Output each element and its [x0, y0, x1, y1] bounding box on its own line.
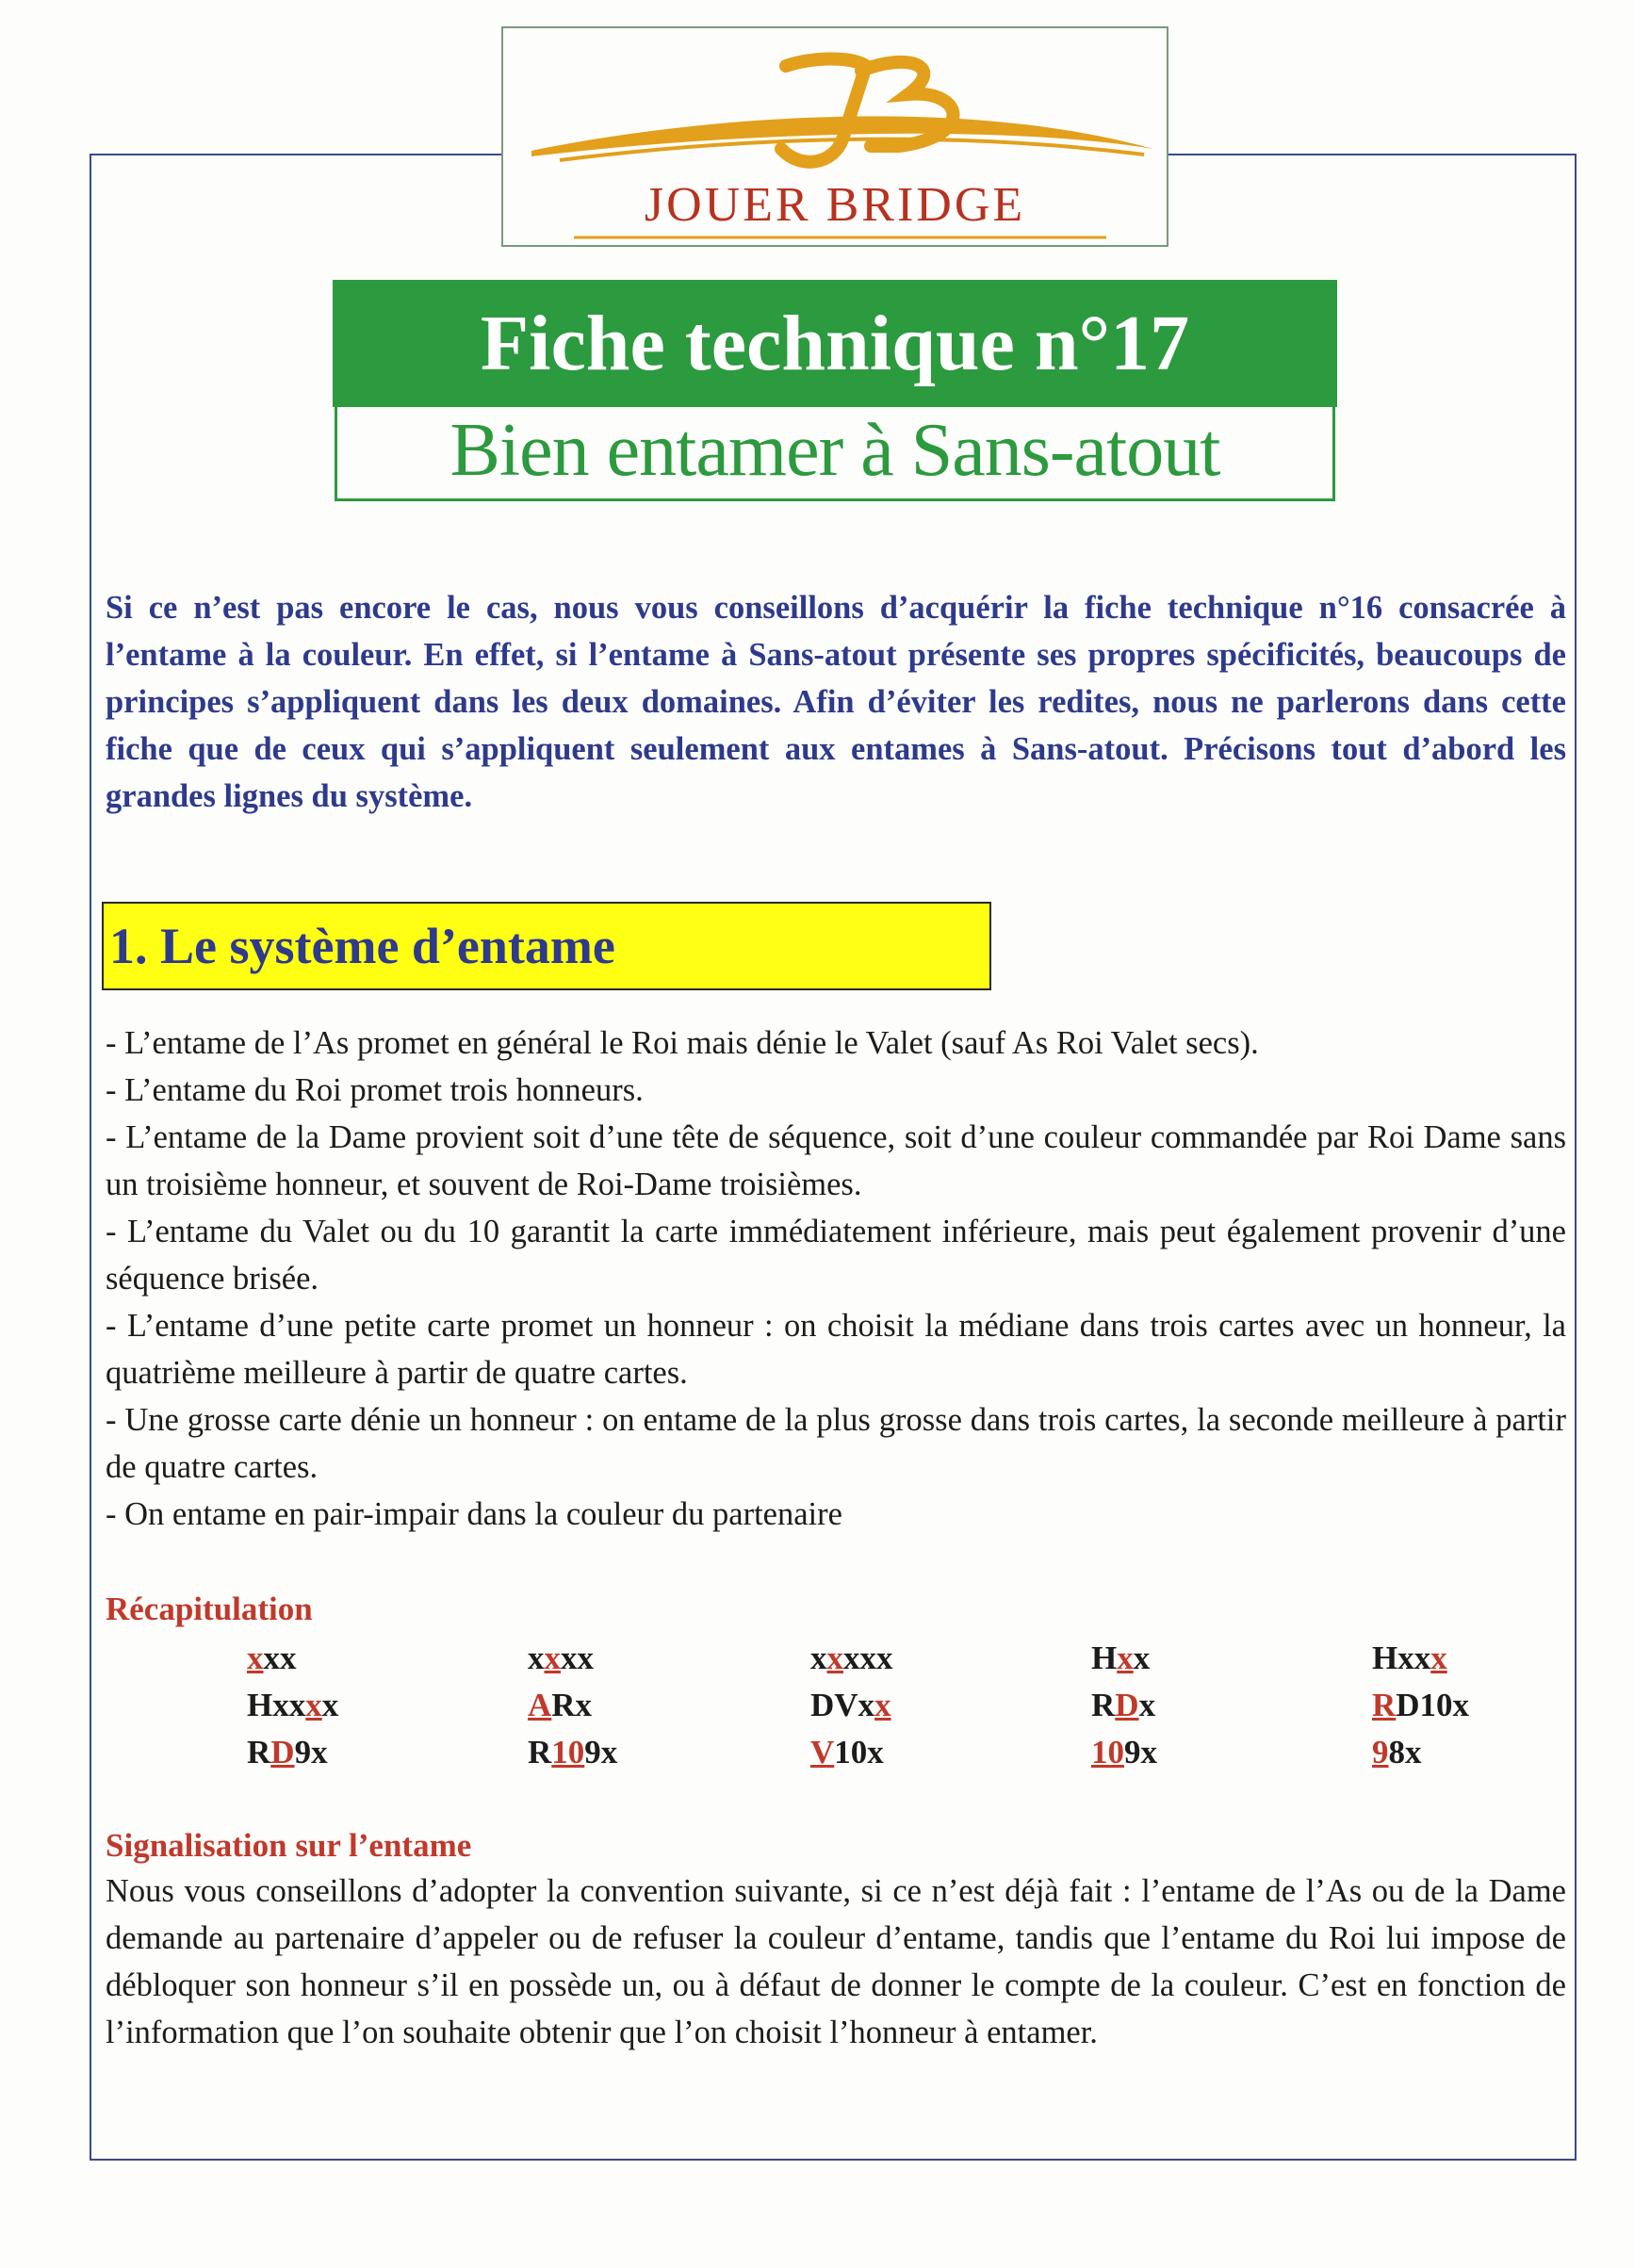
rule-item: - L’entame du Valet ou du 10 garantit la carte immédiatement inférieure, mais peut également provenir d’une séquence brisée.: [106, 1214, 1566, 1297]
recap-hand: DVxx: [810, 1687, 891, 1723]
logo-text: JOUER BRIDGE: [644, 178, 1026, 232]
recap-lead-card: x: [544, 1640, 561, 1676]
recap-hand: 109x: [1091, 1734, 1157, 1770]
page-subtitle: Bien entamer à Sans-atout: [335, 407, 1335, 501]
recap-lead-card: x: [874, 1687, 891, 1723]
recap-lead-card: R: [1372, 1687, 1397, 1723]
recap-lead-card: x: [1117, 1640, 1134, 1676]
recap-hand: V10x: [810, 1734, 884, 1770]
recap-lead-card: A: [528, 1687, 552, 1723]
recap-hand: 98x: [1372, 1734, 1422, 1770]
recap-hand: RDx: [1091, 1687, 1156, 1723]
rule-item: - Une grosse carte dénie un honneur : on entame de la plus grosse dans trois cartes, la seconde meilleure à partir de quatre cartes.: [106, 1402, 1566, 1485]
recap-hand: xxxx: [528, 1640, 594, 1676]
rule-item: - L’entame de l’As promet en général le Roi mais dénie le Valet (sauf As Roi Valet secs).: [106, 1025, 1259, 1061]
signal-heading: Signalisation sur l’entame: [106, 1827, 472, 1864]
recap-lead-card: x: [305, 1687, 322, 1723]
recap-lead-card: x: [247, 1640, 264, 1676]
recap-lead-card: V: [810, 1734, 835, 1770]
rule-item: - On entame en pair-impair dans la couleur du partenaire: [106, 1496, 842, 1532]
recap-hand: RD9x: [247, 1734, 328, 1770]
recap-lead-card: D: [270, 1734, 295, 1770]
recap-lead-card: 10: [551, 1734, 585, 1770]
recap-lead-card: 10: [1091, 1734, 1124, 1770]
recap-lead-card: x: [826, 1640, 843, 1676]
rule-item: - L’entame de la Dame provient soit d’une tête de séquence, soit d’une couleur commandée par Roi Dame sans un troisième honneur, et souvent de Roi-Dame troisièmes.: [106, 1119, 1566, 1202]
signal-paragraph: Nous vous conseillons d’adopter la convention suivante, si ce n’est déjà fait : l’entame de l’As ou de la Dame demande au partenaire d’appeler ou de refuser la couleur d’entame, tandis que l’entame du Roi lui impose de débloquer son honneur s’il en possède un, ou à défaut de donner le compte de la couleur. C’est en fonction de l’information que l’on souhaite obtenir que l’on choisit l’honneur à entamer.: [106, 1873, 1566, 2050]
recap-lead-card: D: [1115, 1687, 1139, 1723]
rules-list: [106, 1020, 1566, 1538]
recap-hand: xxx: [247, 1640, 297, 1676]
recap-hand: Hxxxx: [247, 1687, 339, 1723]
rule-item: - L’entame d’une petite carte promet un honneur : on choisit la médiane dans trois cartes avec un honneur, la quatrième meilleure à partir de quatre cartes.: [106, 1308, 1566, 1391]
page-title: Fiche technique n°17: [333, 280, 1337, 407]
recap-hand: ARx: [528, 1687, 593, 1723]
recap-hand: RD10x: [1372, 1687, 1470, 1723]
recap-heading: Récapitulation: [106, 1591, 313, 1627]
logo: [501, 26, 1168, 247]
intro-paragraph: Si ce n’est pas encore le cas, nous vous conseillons d’acquérir la fiche technique n°16 consacrée à l’entame à la couleur. En effet, si l’entame à Sans-atout présente ses propres spécificités, beaucoups de principes s’appliquent dans les deux domaines. Afin d’éviter les redites, nous ne parlerons dans cette fiche que de ceux qui s’appliquent seulement aux entames à Sans-atout. Précisons tout d’abord les grandes lignes du système.: [106, 590, 1566, 814]
recap-lead-card: x: [1430, 1640, 1447, 1676]
section-heading: 1. Le système d’entame: [102, 902, 991, 990]
recap-lead-card: 9: [1372, 1734, 1389, 1770]
rule-item: - L’entame du Roi promet trois honneurs.: [106, 1072, 644, 1108]
recap-hand: Hxxx: [1372, 1640, 1447, 1676]
recap-hand: R109x: [528, 1734, 618, 1770]
recap-hand: Hxx: [1091, 1640, 1151, 1676]
recap-hand: xxxxx: [810, 1640, 893, 1676]
